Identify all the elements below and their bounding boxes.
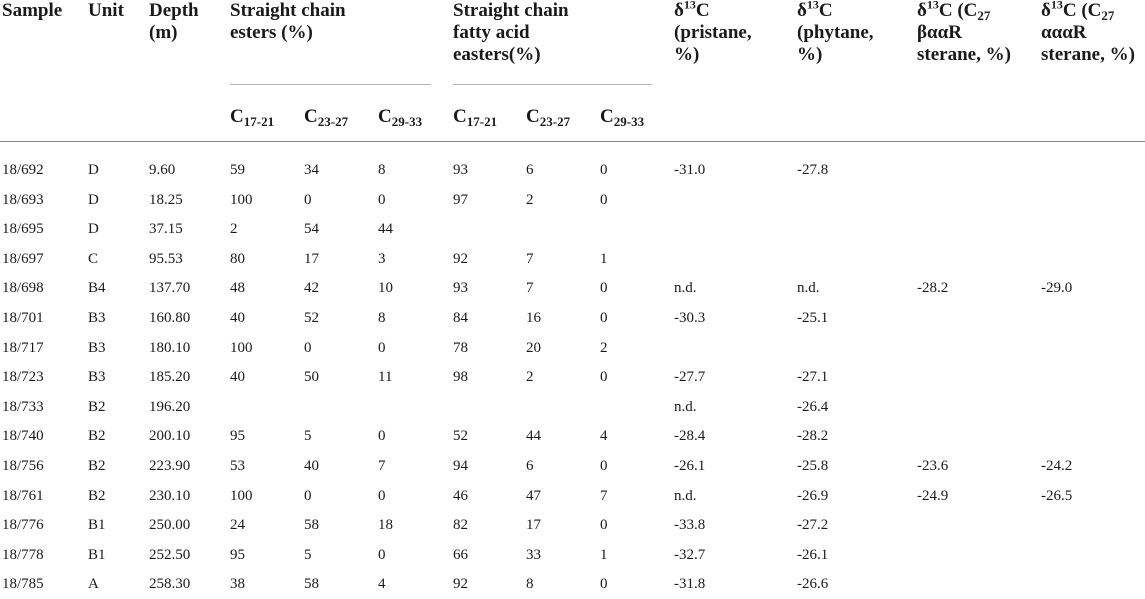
cell-sample: 18/785: [2, 576, 44, 593]
cell-esters-c29-33: 3: [378, 250, 386, 267]
cell-depth: 9.60: [149, 162, 176, 178]
cell-esters-c23-27: 17: [304, 250, 319, 267]
cell-fa-c29-33: 7: [600, 487, 608, 504]
cell-esters-c23-27: 40: [304, 458, 319, 474]
table-row: [0, 510, 1145, 540]
cell-fa-c17-21: 98: [453, 369, 468, 386]
cell-esters-c29-33: 18: [378, 517, 393, 534]
table-row: [0, 244, 1145, 274]
cell-d13c-phytane: n.d.: [797, 280, 820, 297]
subheader-fa-c17-21: $C_{17-21}$: [453, 106, 498, 129]
cell-esters-c17-21: 24: [230, 517, 245, 534]
cell-sample: 18/693: [2, 191, 44, 208]
cell-esters-c23-27: 0: [304, 487, 312, 504]
cell-esters-c17-21: 38: [230, 576, 245, 593]
cell-fa-c23-27: 7: [526, 250, 534, 267]
table-row: [0, 333, 1145, 363]
cell-esters-c17-21: 100: [230, 487, 253, 504]
cell-depth: 250.00: [149, 517, 191, 534]
cell-esters-c17-21: 53: [230, 458, 245, 474]
cell-esters-c17-21: 2: [230, 221, 238, 238]
cell-d13c-phytane: -27.8: [797, 162, 829, 178]
table-row: [0, 451, 1145, 481]
cell-unit: B4: [88, 280, 106, 297]
table-row: [0, 273, 1145, 303]
cell-fa-c17-21: 93: [453, 280, 468, 297]
cell-fa-c17-21: 66: [453, 546, 468, 563]
table-row: [0, 569, 1145, 599]
cell-d13c-phytane: -26.1: [797, 546, 829, 563]
cell-d13c-phytane: -27.1: [797, 369, 829, 386]
cell-esters-c29-33: 0: [378, 191, 386, 208]
cell-sample: 18/692: [2, 162, 44, 178]
cell-d13c-phytane: -26.6: [797, 576, 829, 593]
cell-esters-c29-33: 0: [378, 339, 386, 356]
cell-unit: B3: [88, 369, 106, 386]
cell-d13c-pristane: -31.8: [674, 576, 706, 593]
fatty-acid-group-rule: [453, 84, 652, 85]
cell-fa-c23-27: 6: [526, 162, 534, 178]
cell-esters-c17-21: 100: [230, 339, 253, 356]
cell-depth: 180.10: [149, 339, 191, 356]
cell-depth: 160.80: [149, 310, 191, 326]
cell-fa-c29-33: 0: [600, 310, 608, 326]
cell-d13c-sterane-beta: -28.2: [917, 280, 949, 297]
header-d13c-phytane: $\delta^{13}C$ (phytane, %): [797, 0, 874, 65]
cell-sample: 18/740: [2, 428, 44, 445]
cell-d13c-phytane: -25.1: [797, 310, 829, 326]
cell-unit: D: [88, 191, 99, 208]
cell-d13c-pristane: -26.1: [674, 458, 706, 474]
cell-fa-c29-33: 0: [600, 162, 608, 178]
cell-d13c-pristane: -33.8: [674, 517, 706, 534]
cell-fa-c17-21: 84: [453, 310, 468, 326]
header-depth: Depth (m): [149, 0, 199, 43]
cell-esters-c17-21: 40: [230, 310, 245, 326]
cell-esters-c29-33: 0: [378, 428, 386, 445]
header-sample: Sample: [2, 0, 63, 21]
cell-depth: 258.30: [149, 576, 191, 593]
cell-unit: C: [88, 250, 99, 267]
cell-fa-c17-21: 92: [453, 576, 468, 593]
cell-d13c-sterane-beta: -24.9: [917, 487, 949, 504]
cell-sample: 18/723: [2, 369, 44, 386]
cell-d13c-sterane-alpha: -26.5: [1041, 487, 1073, 504]
table-row: [0, 392, 1145, 422]
cell-esters-c23-27: 5: [304, 546, 312, 563]
cell-fa-c23-27: 8: [526, 576, 534, 593]
cell-sample: 18/695: [2, 221, 44, 238]
cell-esters-c23-27: 50: [304, 369, 319, 386]
cell-sample: 18/761: [2, 487, 44, 504]
cell-d13c-pristane: -27.7: [674, 369, 706, 386]
cell-d13c-phytane: -26.9: [797, 487, 829, 504]
cell-fa-c17-21: 78: [453, 339, 468, 356]
cell-esters-c29-33: 0: [378, 487, 386, 504]
cell-fa-c23-27: 7: [526, 280, 534, 297]
cell-depth: 18.25: [149, 191, 183, 208]
cell-unit: B2: [88, 398, 106, 415]
cell-fa-c23-27: 44: [526, 428, 541, 445]
table-row: [0, 540, 1145, 570]
table-row: [0, 481, 1145, 511]
cell-unit: B1: [88, 517, 106, 534]
cell-d13c-phytane: -28.2: [797, 428, 829, 445]
cell-sample: 18/698: [2, 280, 44, 297]
cell-esters-c17-21: 95: [230, 546, 245, 563]
cell-fa-c23-27: 20: [526, 339, 541, 356]
cell-fa-c29-33: 0: [600, 458, 608, 474]
cell-fa-c29-33: 0: [600, 369, 608, 386]
cell-d13c-sterane-alpha: -24.2: [1041, 458, 1073, 474]
cell-sample: 18/697: [2, 250, 44, 267]
cell-fa-c23-27: 2: [526, 191, 534, 208]
subheader-esters-c17-21: $C_{17-21}$: [230, 106, 275, 129]
cell-d13c-pristane: -30.3: [674, 310, 706, 326]
cell-depth: 137.70: [149, 280, 191, 297]
header-bottom-rule: [0, 141, 1145, 142]
table-row: [0, 155, 1145, 185]
cell-d13c-sterane-beta: -23.6: [917, 458, 949, 474]
subheader-fa-c23-27: $C_{23-27}$: [526, 106, 571, 129]
cell-unit: B1: [88, 546, 106, 563]
cell-fa-c23-27: 17: [526, 517, 541, 534]
header-esters-group: Straight chain esters (%): [230, 0, 346, 43]
table-row: [0, 185, 1145, 215]
cell-esters-c29-33: 10: [378, 280, 393, 297]
cell-depth: 252.50: [149, 546, 191, 563]
cell-fa-c23-27: 47: [526, 487, 541, 504]
cell-unit: D: [88, 221, 99, 238]
cell-unit: B3: [88, 310, 106, 326]
cell-esters-c29-33: 11: [378, 369, 393, 386]
cell-esters-c17-21: 95: [230, 428, 245, 445]
subheader-esters-c29-33: $C_{29-33}$: [378, 106, 423, 129]
cell-esters-c23-27: 58: [304, 576, 319, 593]
cell-d13c-pristane: n.d.: [674, 487, 697, 504]
cell-esters-c29-33: 0: [378, 546, 386, 563]
table-row: [0, 303, 1145, 333]
cell-d13c-pristane: -28.4: [674, 428, 706, 445]
cell-depth: 196.20: [149, 398, 191, 415]
cell-fa-c17-21: 92: [453, 250, 468, 267]
cell-sample: 18/756: [2, 458, 44, 474]
cell-esters-c17-21: 48: [230, 280, 245, 297]
cell-unit: B3: [88, 339, 106, 356]
cell-esters-c17-21: 100: [230, 191, 253, 208]
cell-depth: 200.10: [149, 428, 191, 445]
table-row: [0, 362, 1145, 392]
cell-fa-c17-21: 46: [453, 487, 468, 504]
cell-depth: 185.20: [149, 369, 191, 386]
table-row: [0, 421, 1145, 451]
cell-esters-c29-33: 8: [378, 310, 386, 326]
cell-fa-c29-33: 1: [600, 250, 608, 267]
cell-esters-c17-21: 59: [230, 162, 245, 178]
cell-esters-c23-27: 34: [304, 162, 319, 178]
cell-esters-c23-27: 5: [304, 428, 312, 445]
cell-esters-c23-27: 42: [304, 280, 319, 297]
cell-depth: 223.90: [149, 458, 191, 474]
cell-unit: D: [88, 162, 99, 178]
header-d13c-sterane-beta: $\delta^{13}C$ ($C_{27}$ βααR sterane, %): [917, 0, 1011, 65]
table-row: [0, 214, 1145, 244]
cell-d13c-phytane: -27.2: [797, 517, 829, 534]
cell-fa-c17-21: 93: [453, 162, 468, 178]
cell-esters-c17-21: 40: [230, 369, 245, 386]
cell-esters-c29-33: 7: [378, 458, 386, 474]
cell-d13c-pristane: -31.0: [674, 162, 706, 178]
cell-sample: 18/717: [2, 339, 44, 356]
cell-depth: 95.53: [149, 250, 183, 267]
cell-fa-c29-33: 0: [600, 191, 608, 208]
cell-fa-c23-27: 33: [526, 546, 541, 563]
header-unit: Unit: [88, 0, 124, 21]
cell-esters-c23-27: 52: [304, 310, 319, 326]
cell-unit: B2: [88, 487, 106, 504]
cell-unit: B2: [88, 458, 106, 474]
cell-sample: 18/776: [2, 517, 44, 534]
cell-fa-c23-27: 16: [526, 310, 541, 326]
esters-group-rule: [230, 84, 431, 85]
cell-d13c-pristane: n.d.: [674, 398, 697, 415]
cell-depth: 37.15: [149, 221, 183, 238]
header-d13c-pristane: $\delta^{13}C$ (pristane, %): [674, 0, 752, 65]
cell-unit: B2: [88, 428, 106, 445]
cell-esters-c23-27: 58: [304, 517, 319, 534]
cell-fa-c17-21: 82: [453, 517, 468, 534]
cell-d13c-phytane: -26.4: [797, 398, 829, 415]
cell-esters-c29-33: 44: [378, 221, 393, 238]
cell-fa-c17-21: 94: [453, 458, 468, 474]
cell-esters-c29-33: 8: [378, 162, 386, 178]
subheader-fa-c29-33: $C_{29-33}$: [600, 106, 645, 129]
cell-fa-c17-21: 52: [453, 428, 468, 445]
cell-fa-c29-33: 0: [600, 280, 608, 297]
header-fatty-acid-group: Straight chain fatty acid easters(%): [453, 0, 569, 65]
cell-d13c-phytane: -25.8: [797, 458, 829, 474]
cell-esters-c23-27: 0: [304, 339, 312, 356]
cell-fa-c29-33: 1: [600, 546, 608, 563]
cell-esters-c17-21: 80: [230, 250, 245, 267]
cell-d13c-sterane-alpha: -29.0: [1041, 280, 1073, 297]
cell-fa-c29-33: 2: [600, 339, 608, 356]
cell-fa-c23-27: 2: [526, 369, 534, 386]
cell-unit: A: [88, 576, 99, 593]
cell-esters-c23-27: 0: [304, 191, 312, 208]
cell-esters-c29-33: 4: [378, 576, 386, 593]
cell-depth: 230.10: [149, 487, 191, 504]
cell-esters-c23-27: 54: [304, 221, 319, 238]
cell-fa-c29-33: 0: [600, 517, 608, 534]
cell-sample: 18/701: [2, 310, 44, 326]
subheader-esters-c23-27: $C_{23-27}$: [304, 106, 349, 129]
cell-sample: 18/778: [2, 546, 44, 563]
cell-fa-c17-21: 97: [453, 191, 468, 208]
header-d13c-sterane-alpha: $\delta^{13}C$ ($C_{27}$ αααR sterane, %): [1041, 0, 1135, 65]
cell-fa-c29-33: 0: [600, 576, 608, 593]
cell-d13c-pristane: -32.7: [674, 546, 706, 563]
cell-fa-c29-33: 4: [600, 428, 608, 445]
cell-fa-c23-27: 6: [526, 458, 534, 474]
cell-d13c-pristane: n.d.: [674, 280, 697, 297]
cell-sample: 18/733: [2, 398, 44, 415]
